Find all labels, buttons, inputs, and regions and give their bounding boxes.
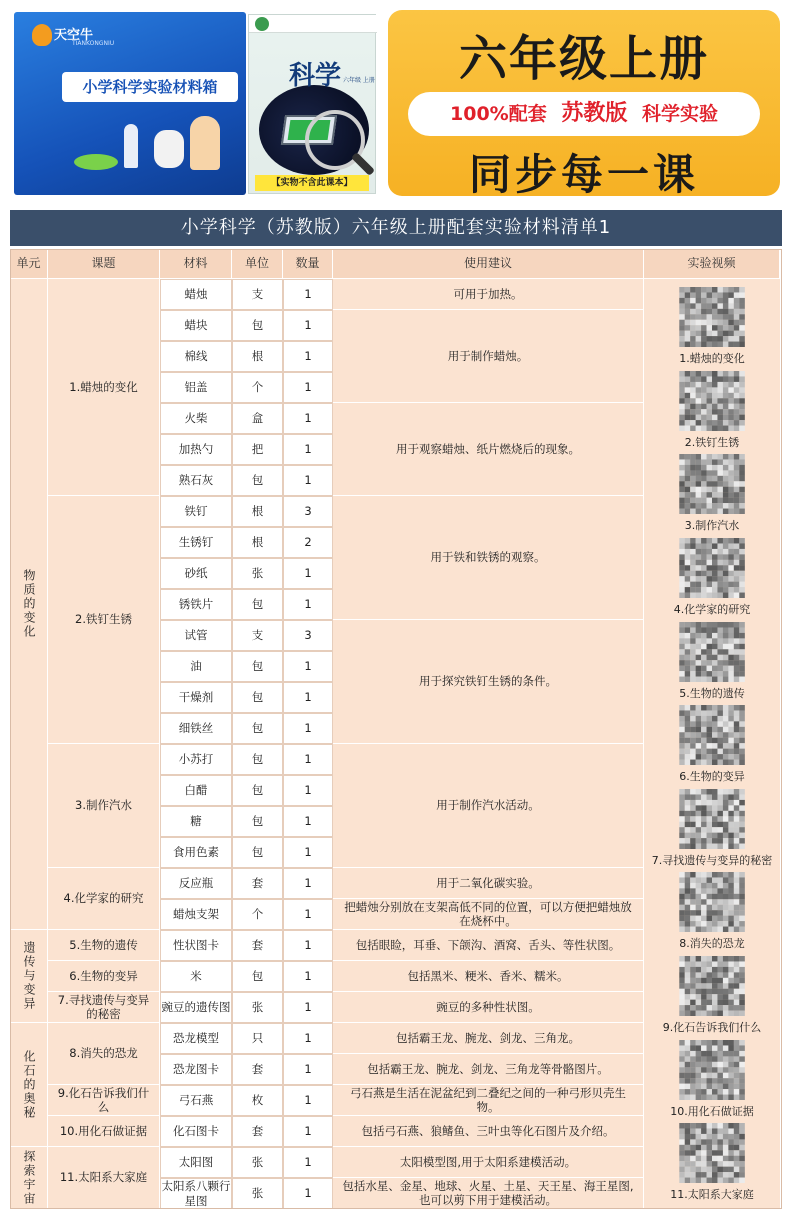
- quantity-cell: 1: [283, 1178, 333, 1209]
- quantity-cell: 3: [283, 496, 333, 527]
- quantity-cell: 1: [283, 806, 333, 837]
- quantity-cell: 1: [283, 1147, 333, 1178]
- quantity-cell: 1: [283, 775, 333, 806]
- suggestion-cell: 用于观察蜡烛、纸片燃烧后的现象。: [333, 403, 644, 496]
- unit-cell: 物质的变化: [10, 279, 48, 930]
- measure-cell: 个: [232, 372, 283, 403]
- quantity-cell: 1: [283, 837, 333, 868]
- unit-cell: 探索宇宙: [10, 1147, 48, 1209]
- measure-cell: 包: [232, 961, 283, 992]
- material-cell: 糖: [160, 806, 232, 837]
- measure-cell: 包: [232, 744, 283, 775]
- product-banner: [0, 0, 790, 205]
- video-label: 6.生物的变异: [679, 770, 745, 784]
- quantity-cell: 1: [283, 713, 333, 744]
- measure-cell: 包: [232, 837, 283, 868]
- column-header: 单元: [10, 249, 48, 279]
- suggestion-cell: 弓石燕是生活在泥盆纪到二叠纪之间的一种弓形贝壳生物。: [333, 1085, 644, 1116]
- book-note: 【实物不含此课本】: [255, 175, 369, 191]
- measure-cell: 根: [232, 527, 283, 558]
- video-label: 9.化石告诉我们什么: [662, 1021, 762, 1035]
- material-cell: 恐龙模型: [160, 1023, 232, 1054]
- material-cell: 化石图卡: [160, 1116, 232, 1147]
- material-cell: 试管: [160, 620, 232, 651]
- video-column: [644, 279, 780, 1209]
- suggestion-cell: 用于二氧化碳实验。: [333, 868, 644, 899]
- suggestion-cell: 可用于加热。: [333, 279, 644, 310]
- quantity-cell: 1: [283, 403, 333, 434]
- topic-cell: 1.蜡烛的变化: [48, 279, 160, 496]
- suggestion-cell: 太阳模型图,用于太阳系建模活动。: [333, 1147, 644, 1178]
- measure-cell: 套: [232, 868, 283, 899]
- material-cell: 铁钉: [160, 496, 232, 527]
- video-label: 10.用化石做证据: [670, 1104, 754, 1118]
- material-cell: 锈铁片: [160, 589, 232, 620]
- measure-cell: 包: [232, 775, 283, 806]
- suggestion-cell: 豌豆的多种性状图。: [333, 992, 644, 1023]
- measure-cell: 枚: [232, 1085, 283, 1116]
- material-cell: 反应瓶: [160, 868, 232, 899]
- quantity-cell: 2: [283, 527, 333, 558]
- material-cell: 小苏打: [160, 744, 232, 775]
- quantity-cell: 1: [283, 682, 333, 713]
- topic-cell: 2.铁钉生锈: [48, 496, 160, 744]
- material-cell: 生锈钉: [160, 527, 232, 558]
- topic-cell: 9.化石告诉我们什么: [48, 1085, 160, 1116]
- topic-cell: 3.制作汽水: [48, 744, 160, 868]
- quantity-cell: 1: [283, 341, 333, 372]
- suggestion-cell: 包括黑米、粳米、香米、糯米。: [333, 961, 644, 992]
- material-cell: 油: [160, 651, 232, 682]
- material-cell: 熟石灰: [160, 465, 232, 496]
- quantity-cell: 1: [283, 1054, 333, 1085]
- video-qr-code[interactable]: [678, 454, 746, 514]
- measure-cell: 张: [232, 558, 283, 589]
- quantity-cell: 1: [283, 744, 333, 775]
- box-title: 小学科学实验材料箱: [62, 72, 238, 102]
- column-header: 实验视频: [644, 249, 780, 279]
- video-label: 3.制作汽水: [684, 519, 740, 533]
- tiger-logo-icon: [32, 24, 52, 46]
- textbook-cover: [248, 14, 376, 194]
- book-grade: 六年级 上册: [343, 77, 375, 84]
- book-title: 科学: [289, 61, 342, 91]
- suggestion-cell: 包括弓石燕、狼鳍鱼、三叶虫等化石图片及介绍。: [333, 1116, 644, 1147]
- material-cell: 火柴: [160, 403, 232, 434]
- video-qr-code[interactable]: [678, 789, 746, 849]
- column-header: 单位: [232, 249, 283, 279]
- list-title: 小学科学（苏教版）六年级上册配套实验材料清单1: [10, 210, 782, 246]
- measure-cell: 套: [232, 1116, 283, 1147]
- topic-cell: 6.生物的变异: [48, 961, 160, 992]
- promo-panel: [388, 10, 780, 199]
- box-brand-sub: TIANKONGNIU: [72, 40, 115, 47]
- material-cell: 食用色素: [160, 837, 232, 868]
- measure-cell: 包: [232, 806, 283, 837]
- video-qr-code[interactable]: [678, 956, 746, 1016]
- box-brand: 天空牛: [54, 28, 94, 43]
- material-cell: 太阳系八颗行星图: [161, 1179, 231, 1208]
- ufo-icon: [74, 154, 118, 170]
- material-cell: 弓石燕: [160, 1085, 232, 1116]
- measure-cell: 盒: [232, 403, 283, 434]
- video-label: 11.太阳系大家庭: [670, 1188, 754, 1202]
- topic-cell: 4.化学家的研究: [48, 868, 160, 930]
- column-header: 数量: [283, 249, 333, 279]
- rocket-icon: [124, 124, 138, 168]
- measure-cell: 张: [232, 1178, 283, 1209]
- quantity-cell: 1: [283, 1085, 333, 1116]
- measure-cell: 支: [232, 620, 283, 651]
- topic-cell: 10.用化石做证据: [48, 1116, 160, 1147]
- material-cell: 太阳图: [160, 1147, 232, 1178]
- promo-pill-3: 科学实验: [641, 103, 718, 125]
- quantity-cell: 1: [283, 961, 333, 992]
- material-cell: 细铁丝: [160, 713, 232, 744]
- quantity-cell: 1: [283, 279, 333, 310]
- measure-cell: 根: [232, 341, 283, 372]
- video-label: 2.铁钉生锈: [684, 435, 740, 449]
- suggestion-cell: 用于制作汽水活动。: [333, 744, 644, 868]
- video-label: 7.寻找遗传与变异的秘密: [651, 853, 773, 867]
- quantity-cell: 1: [283, 930, 333, 961]
- measure-cell: 包: [232, 651, 283, 682]
- measure-cell: 套: [232, 1054, 283, 1085]
- measure-cell: 个: [232, 899, 283, 930]
- video-qr-code[interactable]: [678, 705, 746, 765]
- material-cell: 加热勺: [160, 434, 232, 465]
- material-cell: 蜡烛: [160, 279, 232, 310]
- quantity-cell: 1: [283, 1023, 333, 1054]
- quantity-cell: 1: [283, 868, 333, 899]
- material-cell: 铝盖: [160, 372, 232, 403]
- video-qr-code[interactable]: [678, 622, 746, 682]
- material-cell: 棉线: [160, 341, 232, 372]
- column-header: 课题: [48, 249, 160, 279]
- suggestion-cell: 用于制作蜡烛。: [333, 310, 644, 403]
- quantity-cell: 1: [283, 899, 333, 930]
- suggestion-cell: 包括霸王龙、腕龙、剑龙、三角龙。: [333, 1023, 644, 1054]
- suggestion-cell: 包括水星、金星、地球、火星、土星、天王星、海王星图,也可以剪下用于建模活动。: [333, 1178, 644, 1209]
- quantity-cell: 1: [283, 589, 333, 620]
- material-cell: 蜡烛支架: [160, 899, 232, 930]
- column-header: 使用建议: [333, 249, 644, 279]
- material-cell: 性状图卡: [160, 930, 232, 961]
- quantity-cell: 1: [283, 372, 333, 403]
- quantity-cell: 1: [283, 992, 333, 1023]
- promo-pill: [408, 92, 760, 136]
- video-qr-code[interactable]: [678, 287, 746, 347]
- quantity-cell: 1: [283, 310, 333, 341]
- suggestion-cell: 把蜡烛分别放在支架高低不同的位置，可以方便把蜡烛放在烧杯中。: [333, 899, 644, 930]
- measure-cell: 套: [232, 930, 283, 961]
- measure-cell: 包: [232, 589, 283, 620]
- promo-bottom: 同步每一课: [468, 150, 699, 199]
- scientist-icon: [190, 116, 220, 170]
- measure-cell: 张: [232, 992, 283, 1023]
- video-qr-code[interactable]: [678, 538, 746, 598]
- video-label: 5.生物的遗传: [679, 686, 745, 700]
- video-qr-code[interactable]: [678, 872, 746, 932]
- kit-box-image: [14, 12, 246, 195]
- material-cell: 干燥剂: [160, 682, 232, 713]
- quantity-cell: 1: [283, 558, 333, 589]
- video-label: 1.蜡烛的变化: [679, 352, 745, 365]
- promo-pill-2: 苏教版: [561, 101, 628, 126]
- material-cell: 砂纸: [160, 558, 232, 589]
- promo-pill-1: 100%配套: [450, 103, 547, 125]
- measure-cell: 只: [232, 1023, 283, 1054]
- video-label: 4.化学家的研究: [673, 602, 751, 616]
- video-label: 8.消失的恐龙: [679, 937, 745, 951]
- material-cell: 豌豆的遗传图: [160, 992, 232, 1023]
- measure-cell: 支: [232, 279, 283, 310]
- measure-cell: 包: [232, 310, 283, 341]
- suggestion-cell: 包括眼睑，耳垂、下颌沟、酒窝、舌头、等性状图。: [333, 930, 644, 961]
- quantity-cell: 1: [283, 465, 333, 496]
- quantity-cell: 1: [283, 434, 333, 465]
- material-cell: 恐龙图卡: [160, 1054, 232, 1085]
- suggestion-cell: 用于铁和铁锈的观察。: [333, 496, 644, 620]
- measure-cell: 包: [232, 682, 283, 713]
- astronaut-icon: [154, 130, 184, 168]
- unit-cell: 遗传与变异: [10, 930, 48, 1023]
- video-qr-code[interactable]: [678, 1123, 746, 1183]
- topic-cell: 5.生物的遗传: [48, 930, 160, 961]
- quantity-cell: 3: [283, 620, 333, 651]
- material-cell: 白醋: [160, 775, 232, 806]
- video-qr-code[interactable]: [678, 371, 746, 431]
- measure-cell: 包: [232, 713, 283, 744]
- unit-cell: 化石的奥秘: [10, 1023, 48, 1147]
- measure-cell: 包: [232, 465, 283, 496]
- material-cell: 蜡块: [160, 310, 232, 341]
- topic-cell: 7.寻找遗传与变异的秘密: [48, 992, 160, 1023]
- measure-cell: 根: [232, 496, 283, 527]
- material-cell: 米: [160, 961, 232, 992]
- quantity-cell: 1: [283, 651, 333, 682]
- column-header: 材料: [160, 249, 232, 279]
- suggestion-cell: 用于探究铁钉生锈的条件。: [333, 620, 644, 744]
- topic-cell: 11.太阳系大家庭: [48, 1147, 160, 1209]
- promo-title: 六年级上册: [458, 31, 709, 87]
- video-qr-code[interactable]: [678, 1040, 746, 1100]
- measure-cell: 张: [232, 1147, 283, 1178]
- suggestion-cell: 包括霸王龙、腕龙、剑龙、三角龙等骨骼图片。: [333, 1054, 644, 1085]
- measure-cell: 把: [232, 434, 283, 465]
- publisher-emblem-icon: [255, 17, 269, 31]
- quantity-cell: 1: [283, 1116, 333, 1147]
- topic-cell: 8.消失的恐龙: [48, 1023, 160, 1085]
